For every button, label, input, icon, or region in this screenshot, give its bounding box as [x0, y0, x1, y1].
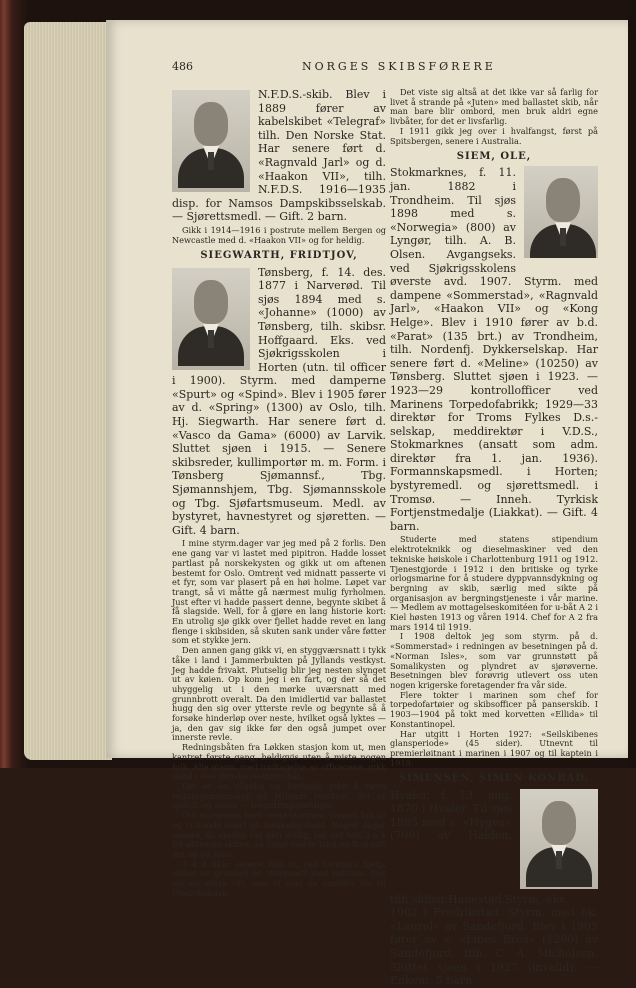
entry3-note-4: Har utgitt i Horten 1927: «Seilskibenes glansperiode» (45 sider). Utnevnt til premierløitnant i marinen i 1907 og til kaptein i 1919. — [390, 728, 598, 768]
portrait-tie — [556, 851, 562, 869]
entry2-note-6: 3 a 4 uker senere fikk vi, ved Switzers hjelp, skibet av grunnen en stormnatt med høivann. Det var en svare slit, men vi kom da omsider inn til Fredrikshavn. — [172, 858, 386, 898]
portrait-tie — [208, 152, 214, 170]
entry2-note-2: Den annen gang gikk vi, en styggværsnatt i tykk tåke i land i Jammerbukten på Jyllands vestkyst. Jeg hadde frivakt. Plutselig blir jeg nesten slynget ut av køien. Op kom jeg i en fart, og der så det uhyggelig ut i den mørke uværsnatt med grunnbrott overalt. Da den imidlertid var ballastet hugg den sig over ytterste revle og begynte så å forsøke hinderløp over neste, hvilket også lyktes — ja, den gav sig ikke før den også jumpet over innerste revle. — [172, 645, 386, 743]
portrait-tie — [560, 228, 566, 246]
portrait-photo-4 — [520, 789, 598, 889]
entry2-note-1: I mine styrm.dager var jeg med på 2 forlis. Den ene gang var vi lastet med pipitron. Hadde losset partlast på norskekysten og gikk ut om aftenen bestemt for Oslo. Omtrent ved midnatt passerte vi et fyr, som var plasert på en høi holme. Løpet var trangt, så vi måtte gå nærmest mulig fyrholmen. Just efter vi hadde passert denne, begynte skibet å få slagside. Well, for å gjøre en lang historie kort: En utrolig sjø gikk over fjellet hadde revet en lang flenge i skibsiden, så skuten sank under våre føtter som et stykke jern. — [172, 538, 386, 646]
entry1-note: Gikk i 1914—1916 i postrute mellem Bergen og Newcastle med d. «Haakon VII» og for heldig. — [172, 224, 386, 245]
running-header — [172, 60, 616, 76]
entry4-text: Hvaler, f. 13. aug. 1870 i Hvaler. Til sjøs 1885 med s. «Hygea» (700) av Halden, tilh.skibsr.Hanestad.Styrm.-eks. 1902 i Fredrikstad. Styrm. med bk. «Laurel» av Sandefjord. Blev i 1905 fører av s. «Lines Bros» (1200) av Sandefjord, tilh. C. A. Michelsen. Sluttet sjøen i 1927 (invalid). — Enkem. 5 barn. — [390, 788, 598, 988]
entry4-name: SIMENSEN, SIMEN KONRAD, — [398, 773, 590, 785]
portrait-photo-3 — [524, 166, 598, 258]
portrait-photo-1 — [172, 90, 250, 192]
entry2-text: Tønsberg, f. 14. des. 1877 i Narverød. Til sjøs 1894 med s. «Johanne» (1000) av Tønsberg, tilh. skibsr. Hoffgaard. Eks. ved Sjøkrigsskolen i Horten (utn. til officer i 1900). Styrm. med damperne «Spurt» og «Spind». Blev i 1905 fører av d. «Spring» (1300) av Oslo, tilh. Hj. Siegwarth. Har senere ført d. «Vasco da Gama» (6000) av Larvik. Sluttet sjøen i 1915. — Senere skibsreder, kullimportør m. m. Form. i Tønsberg Sjømannsf., Tbg. Sjømannshjem, Tbg. Sjømannsskole og Tbg. Sjøfartsmuseum. Medl. av bystyret, havnestyret og sjøretten. — Gift. 4 barn. — [172, 265, 386, 537]
portrait-head — [194, 280, 228, 324]
portrait-photo-2 — [172, 268, 250, 370]
right-top-note-1: Det viste sig altså at det ikke var så farlig for livet å strande på «Juten» med ballastet skib, når man bare blir ombord, men bruk aldri egne livbåter, for det er livsfarlig. — [390, 87, 598, 127]
portrait-tie — [208, 330, 214, 348]
page-number: 486 — [172, 60, 193, 73]
right-edge — [628, 0, 636, 768]
left-column — [172, 88, 386, 898]
entry3-note-3: Flere tokter i marinen som chef for torpedofartøier og skibsofficer på panserskib. I 1903—1904 på tokt med korvetten «Ellida» til Konstantinopel. — [390, 689, 598, 729]
running-title: NORGES SKIBSFØRERE — [302, 60, 496, 73]
entry2-name: SIEGWARTH, FRIDTJOV, — [200, 250, 358, 262]
entry3-name: SIEM, OLE, — [456, 151, 532, 163]
entry3-note-1: Studerte med statens stipendium elektroteknikk og dieselmaskiner ved den tekniske høiskole i Charlottenburg 1911 og 1912. Tjenestgjorde i 1912 i den britiske og tyrke orlogsmarine for å studere dyppvannsdykning og bergning av skib, særlig med sikte på organisasjon av bergningstjeneste i vår marine. — Medlem av mottagelseskomitéen for u-båt A 2 i Kiel høsten 1913 og våren 1914. Chef for A 2 fra mars 1914 til 1919. — [390, 534, 598, 632]
right-column — [390, 88, 598, 988]
portrait-head — [194, 102, 228, 146]
entry3-text: Stokmarknes, f. 11. jan. 1882 i Trondheim. Til sjøs 1898 med s. «Norwegia» (800) av Lyngør, tilh. A. B. Olsen. Avgangseks. ved Sjøkrigsskolens øverste avd. 1907. Styrm. med dampene «Sommerstad», «Ragnvald Jarl», «Haakon VII» og «Kong Helge». Blev i 1910 fører av b.d. «Parat» (135 brt.) av Trondheim, tilh. Nordenfj. Dykkerselskap. Har senere ført d. «Meline» (10250) av Tønsberg. Sluttet sjøen i 1923. — 1923—29 kontrollofficer ved Marinens Torpedofabrikk; 1929—33 direktør for Troms Fylkes D.s.-selskap, meddirektør i V.D.S., Stokmarknes (ansatt som adm. direktør fra 1. jan. 1936). Formannskapsmedl. i Horten; bystyremedl. og sjørettsmedl. i Tromsø. — Inneh. Tyrkisk Fortjenstmedalje (Liakkat). — Gift. 4 barn. — [390, 166, 598, 533]
entry2-note-5: Om morgenen leiet vesta-stormen, vannet falt ut og vi kunde snart gå mekkelig iland. Nogen dager senere, da vinden var gått østlig, var det tørt 3 a 4 fot aktenom skibet, så langt hadde vind og flod satt det op på land. — [172, 810, 386, 859]
page-edges — [24, 22, 112, 760]
entry3-note-2: I 1908 deltok jeg som styrm. på d. «Sommerstad» i redningen av besetningen på d. «Norman Isles», som var grunnstøtt på Somalikysten og plyndret av sjørøverne. Besetningen blev forøvrig utlevert oss uten nogen krigerske foretagender fra vår side. — [390, 631, 598, 690]
entry2-note-4: Det er en vågelig og livsfarlig jobb å være redningsmannskap på Jyllands vestkyst, det er sjøfolk og menn — beundringsverdige! — [172, 781, 386, 811]
portrait-head — [546, 178, 580, 222]
portrait-head — [542, 801, 576, 845]
entry2-note-3: Redningsbåten fra Løkken stasjon kom ut, men kantret første gang, heldigvis uten å miste nogen folk. Alle mann, med undtagelse av officerene, gikk iland i den danske redningsbåt. — [172, 742, 386, 782]
entry1-text: N.F.D.S.-skib. Blev i 1889 fører av kabelskibet «Telegraf» tilh. Den Norske Stat. Har senere ført d. «Ragnvald Jarl» og d. «Haakon VII», tilh. N.F.D.S. 1916—1935 disp. for Namsos Dampskibsselskab. — Sjørettsmedl. — Gift. 2 barn. — [172, 88, 386, 224]
right-top-note-2: I 1911 gikk jeg over i hvalfangst, først på Spitsbergen, senere i Australia. — [390, 125, 598, 146]
